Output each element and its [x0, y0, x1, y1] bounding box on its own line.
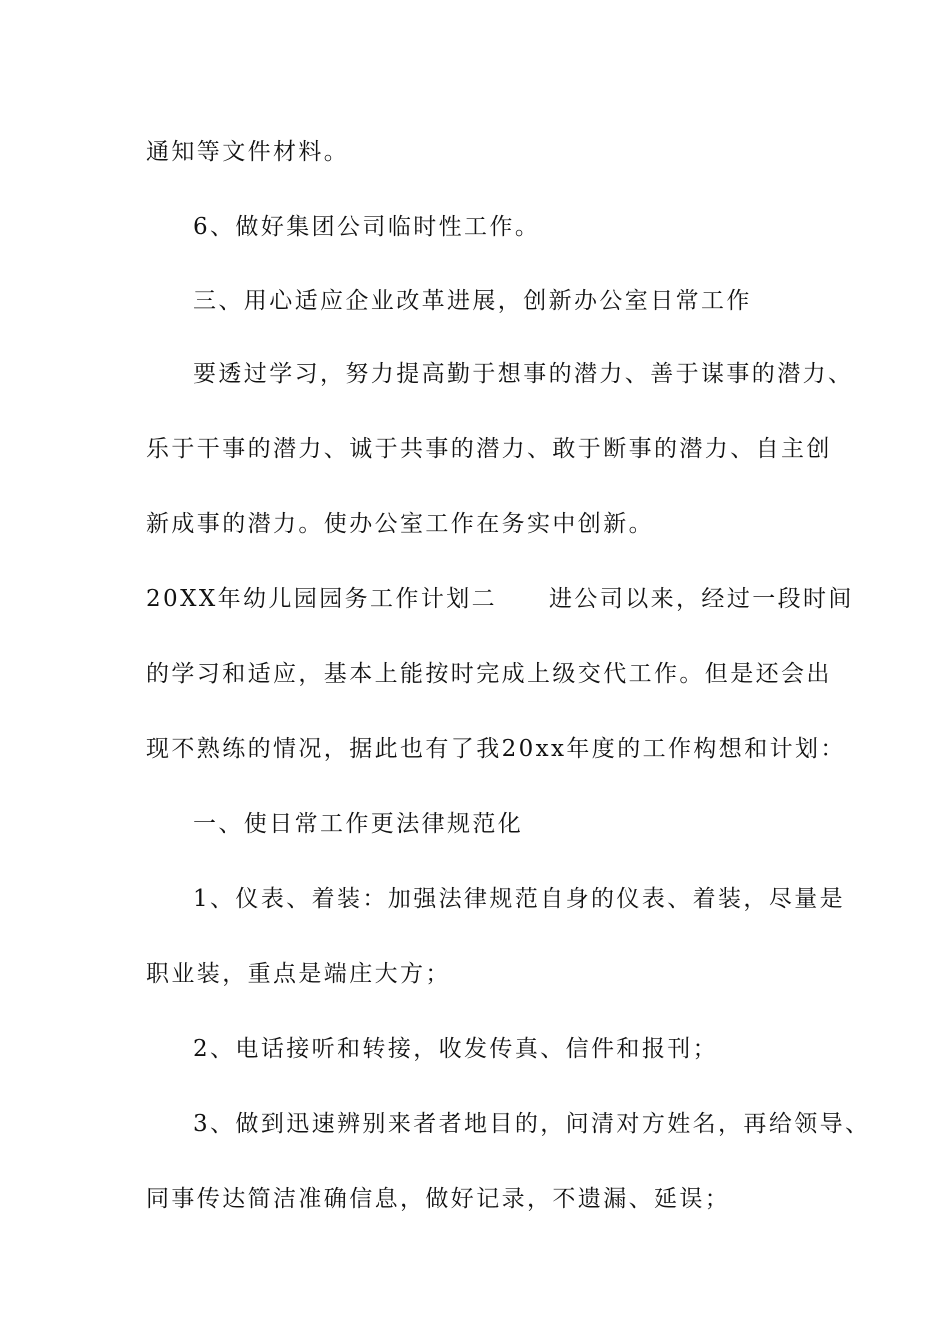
- paragraph-line: 乐于干事的潜力、诚于共事的潜力、敢于断事的潜力、自主创: [146, 436, 832, 462]
- section-heading-1: 一、使日常工作更法律规范化: [193, 811, 524, 837]
- paragraph-line: 要透过学习，努力提高勤于想事的潜力、善于谋事的潜力、: [193, 361, 854, 387]
- paragraph-line: 同事传达简洁准确信息，做好记录，不遗漏、延误；: [146, 1186, 731, 1212]
- list-item-2: 2、电话接听和转接，收发传真、信件和报刊；: [193, 1036, 719, 1062]
- section-heading-3: 三、用心适应企业改革进展，创新办公室日常工作: [193, 288, 752, 314]
- list-item-6: 6、做好集团公司临时性工作。: [193, 214, 541, 240]
- paragraph-text: 进公司以来，经过一段时间: [549, 586, 854, 612]
- document-title: 20XX年幼儿园园务工作计划二: [146, 586, 498, 612]
- paragraph-line: 的学习和适应，基本上能按时完成上级交代工作。但是还会出: [146, 661, 832, 687]
- paragraph-line: 现不熟练的情况，据此也有了我20xx年度的工作构想和计划：: [146, 736, 846, 762]
- paragraph-line: 职业装，重点是端庄大方；: [146, 961, 451, 987]
- paragraph-line: [146, 583, 854, 615]
- paragraph-line: 通知等文件材料。: [146, 139, 350, 165]
- list-item-3: 3、做到迅速辨别来者者地目的，问清对方姓名，再给领导、: [193, 1111, 871, 1137]
- paragraph-line: 新成事的潜力。使办公室工作在务实中创新。: [146, 511, 654, 537]
- list-item-1: 1、仪表、着装：加强法律规范自身的仪表、着装，尽量是: [193, 886, 846, 912]
